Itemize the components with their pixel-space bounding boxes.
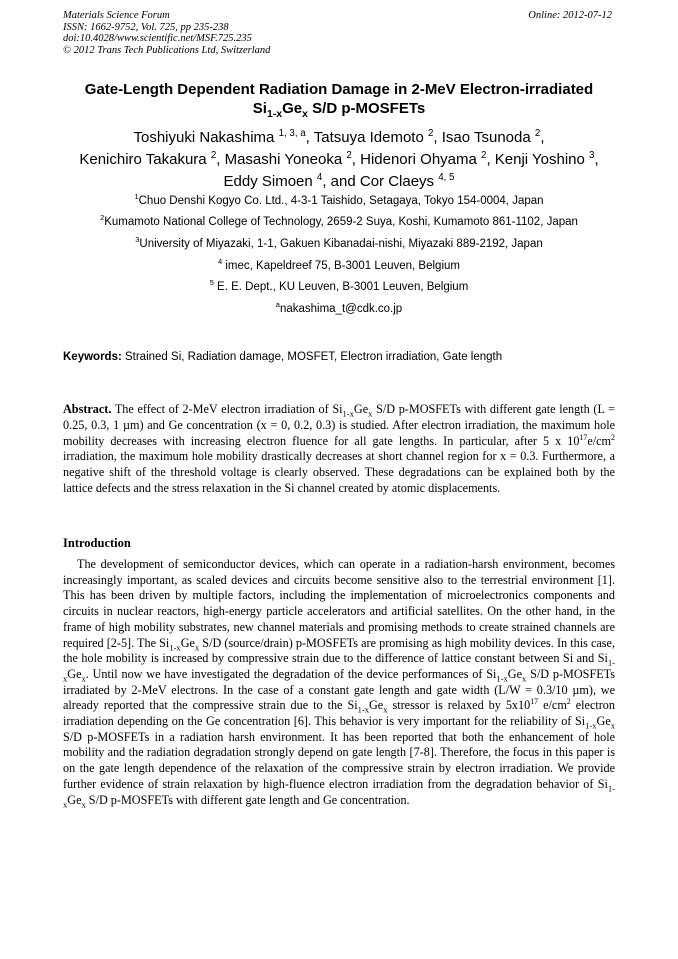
author-line-2: Kenichiro Takakura $^2$, Masashi Yoneoka $^2$, Hidenori Ohyama $^2$, Kenji Yoshino $^3$, (79, 150, 599, 168)
section-heading-introduction: Introduction (63, 536, 131, 550)
author-line-1: Toshiyuki Nakashima $^{1, 3, a}$, Tatsuya Idemoto $^2$, Isao Tsunoda $^2$, (133, 128, 545, 146)
introduction-paragraph: The development of semiconductor devices, which can operate in a radiation-harsh environment, becomes increasingly important, as scaled devices and circuits become sensitive also to the terrestrial environment [1]. This has been driven by multiple factors, including the implementation of microelectronics components and circuits in nuclear reactors, high-energy particle accelerators and artificial satellites. On the other hand, in the frame of high mobility substrates, new channel materials and promising methods to create strained channels are required [2-5]. The $Si_{1-x}Ge_x$ S/D (source/drain) p-MOSFETs are promising as high mobility devices. In this case, the hole mobility is increased by compressive strain due to the difference of lattice constant between Si and $Si_{1-x}Ge_x$. Until now we have investigated the degradation of the device performances of $Si_{1-x}Ge_x$ S/D p-MOSFETs irradiated by 2-MeV electrons. In the case of a constant gate length and gate width (L/W = 0.3/10 µm), we already reported that the compressive strain due to the $Si_{1-x}Ge_x$ stressor is relaxed by $5x10^{17}$ $e/cm^2$ electron irradiation depending on the Ge concentration [6]. This behavior is very important for the reliability of $Si_{1-x}Ge_x$ S/D p-MOSFETs in a radiation harsh environment. It has been reported that both the enhancement of hole mobility and the radiation degradation strongly depend on gate length [7-8]. Therefore, the focus in this paper is on the gate length dependence of the relaxation of the compressive strain by electron irradiation. We provide further evidence of strain relaxation by high-fluence electron irradiation from the degradation behavior of $Si_{1-x}Ge_x$ S/D p-MOSFETs with different gate length and Ge concentration. (63, 557, 616, 809)
author-list (40, 127, 638, 193)
issn-line: ISSN: 1662-9752, Vol. 725, pp 235-238 (63, 21, 229, 33)
affiliation-3: $^3$University of Miyazaki, 1-1, Gakuen Kibanadai-nishi, Miyazaki 889-2192, Japan (135, 235, 543, 250)
affiliation-2: $^2$Kumamoto National College of Technology, 2659-2 Suya, Koshi, Kumamoto 861-1102, Japan (100, 213, 578, 228)
journal-name: Materials Science Forum (63, 10, 170, 21)
title-line-2: $Si_{1-x}Ge_x$ S/D p-MOSFETs (252, 100, 426, 120)
abstract-label: Abstract. (63, 402, 112, 416)
keywords-label: Keywords: (63, 351, 122, 363)
doi-line: doi:10.4028/www.scientific.net/MSF.725.235 (63, 33, 252, 44)
online-date: Online: 2012-07-12 (528, 10, 612, 21)
email-affiliation: $^a$nakashima_t@cdk.co.jp (275, 300, 403, 315)
keywords (63, 350, 615, 364)
affiliation-1: $^1$Chuo Denshi Kogyo Co. Ltd., 4-3-1 Taishido, Setagaya, Tokyo 154-0004, Japan (134, 192, 544, 207)
affiliation-5: $^5$ E. E. Dept., KU Leuven, B-3001 Leuven, Belgium (209, 278, 469, 293)
abstract: Abstract. The effect of 2-MeV electron irradiation of $Si_{1-x}Ge_x$ S/D p-MOSFETs with different gate length (L = 0.25, 0.3, 1 µm) and Ge concentration (x = 0, 0.2, 0.3) is studied. After electron irradiation, the maximum hole mobility decreases with increasing electron fluence for all gate lengths. In particular, after 5 x $10^{17}e/cm^2$ irradiation, the maximum hole mobility drastically decreases at short channel region for x = 0.3. Furthermore, a negative shift of the threshold voltage is clearly observed. These degradations can be explained both by the lattice defects and the stress relaxation in the Si channel created by atomic displacements. (63, 402, 615, 495)
paper-title (40, 80, 638, 118)
keywords-text: Strained Si, Radiation damage, MOSFET, Electron irradiation, Gate length (121, 351, 503, 363)
title-line-1: Gate-Length Dependent Radiation Damage in 2-MeV Electron-irradiated (84, 81, 594, 98)
copyright-line: © 2012 Trans Tech Publications Ltd, Switzerland (63, 44, 271, 56)
journal-header (63, 10, 270, 56)
author-line-3: Eddy Simoen $^4$, and Cor Claeys $^{4, 5}$ (223, 172, 455, 190)
affiliation-4: $^4$ imec, Kapeldreef 75, B-3001 Leuven, Belgium (218, 257, 460, 272)
